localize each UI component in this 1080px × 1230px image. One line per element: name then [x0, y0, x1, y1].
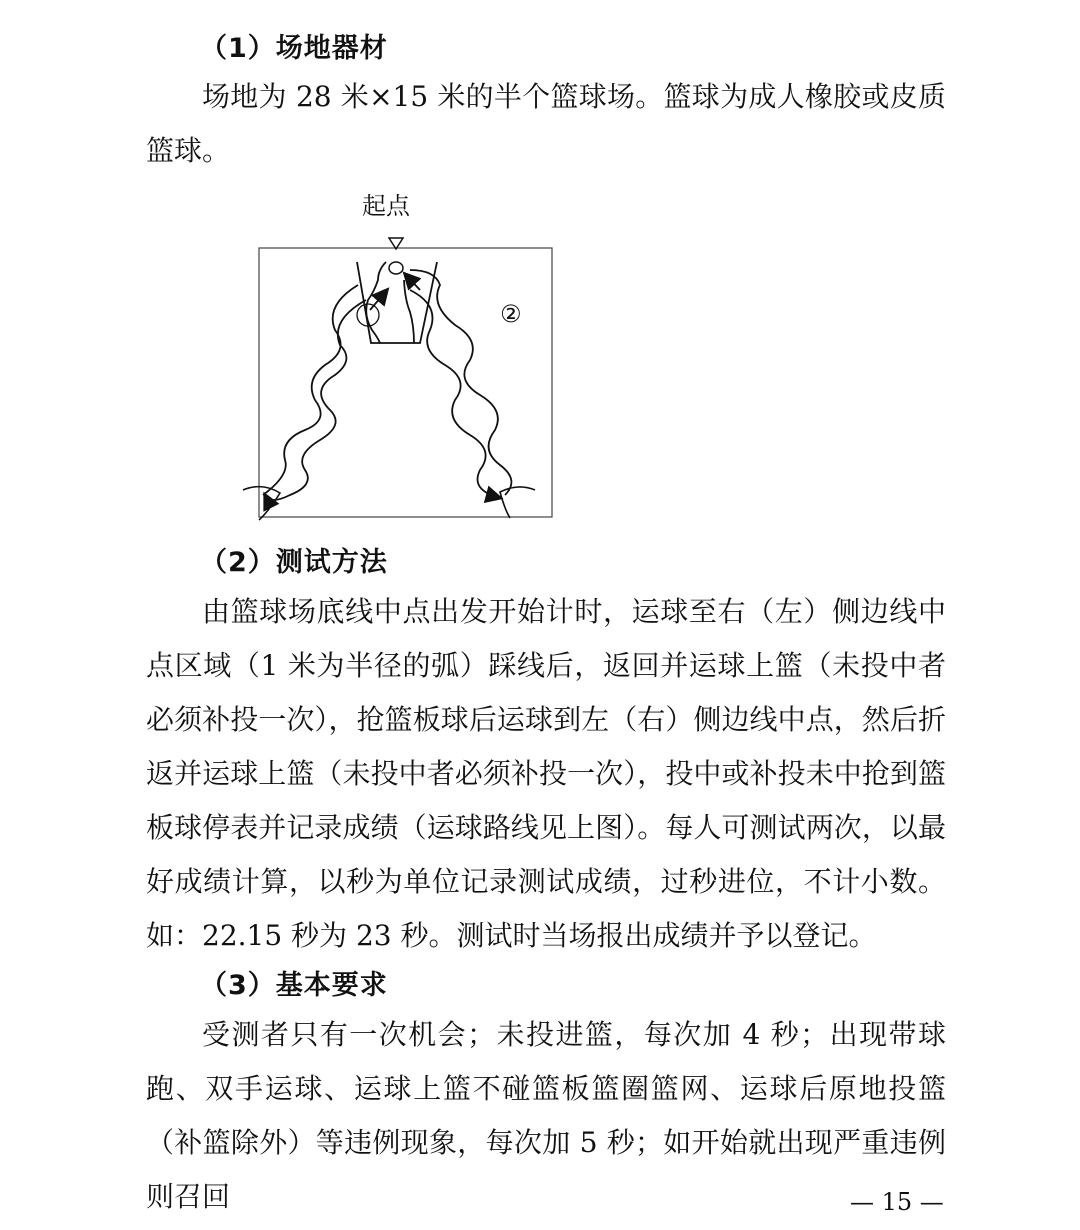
section-1-text: 场地为 28 米×15 米的半个篮球场。篮球为成人橡胶或皮质篮球。	[146, 80, 946, 167]
page-number: — 15 —	[850, 1188, 944, 1216]
section-3-text: 受测者只有一次机会；未投进篮，每次加 4 秒；出现带球跑、双手运球、运球上篮不碰篮板篮圈篮网、运球后原地投篮（补篮除外）等违例现象，每次加 5 秒；如开始就出现严重违例则召回	[146, 1018, 946, 1213]
marker-2: ②	[500, 300, 522, 328]
right-sideline-arc	[500, 487, 535, 518]
court-diagram	[230, 185, 570, 525]
start-triangle	[389, 238, 403, 249]
left-sideline-arc	[243, 487, 280, 520]
arrow-right-to-basket	[405, 274, 420, 290]
inner-path-right	[404, 280, 414, 343]
section-3-heading: （3）基本要求	[200, 970, 388, 1001]
section-1-heading: （1）场地器材	[200, 33, 388, 64]
start-label: 起点	[362, 192, 410, 220]
section-2-heading: （2）测试方法	[200, 547, 388, 578]
right-dribble-path	[410, 290, 500, 498]
section-2-text: 由篮球场底线中点出发开始计时，运球至右（左）侧边线中点区域（1 米为半径的弧）踩线后，返回并运球上篮（未投中者必须补投一次），抢篮板球后运球到左（右）侧边线中点，然后折返并运球上篮（未投中者必须补投一次），投中或补投未中抢到篮板球停表并记录成绩（运球路线见上图）。每人可测试两次，以最好成绩计算，以秒为单位记录测试成绩，过秒进位，不计小数。如：22.15 秒为 23 秒。测试时当场报出成绩并予以登记。	[146, 595, 946, 952]
basket-circle	[389, 262, 403, 274]
